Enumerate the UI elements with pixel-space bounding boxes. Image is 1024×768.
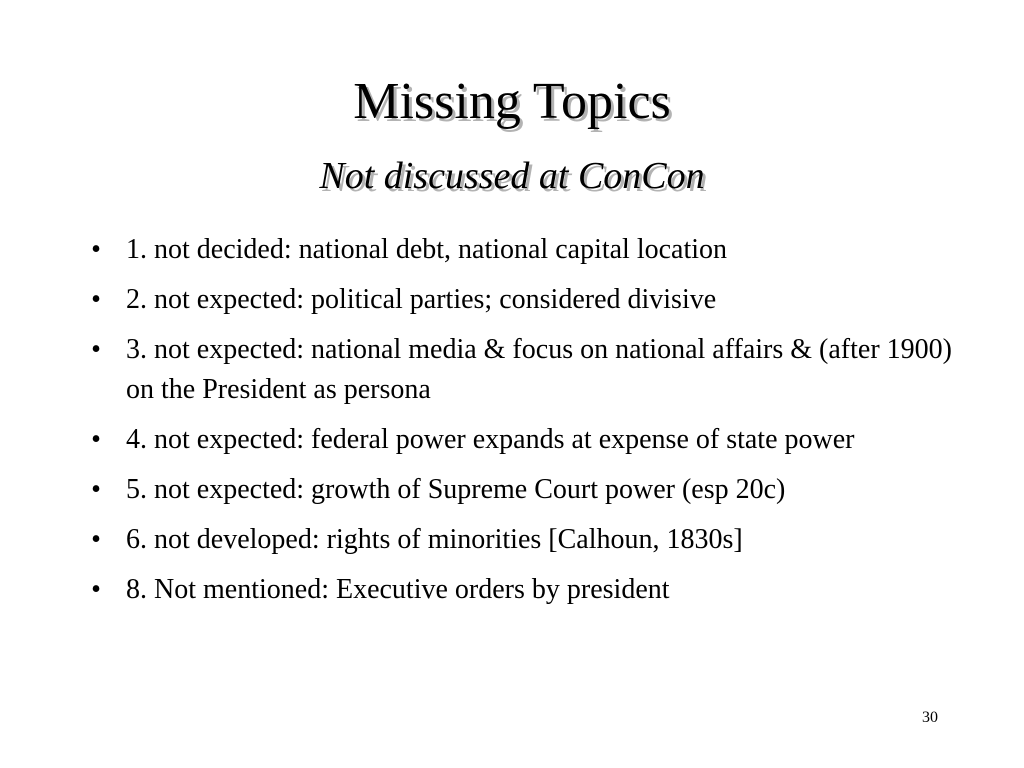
bullet-item-3 (86, 330, 956, 410)
bullet-list (86, 230, 956, 620)
bullet-text: 6. not developed: rights of minorities [Calhoun, 1830s] (126, 524, 743, 555)
bullet-item-5 (86, 470, 956, 510)
bullet-text: 5. not expected: growth of Supreme Court power (esp 20c) (126, 474, 786, 505)
bullet-text: 8. Not mentioned: Executive orders by president (126, 574, 670, 605)
bullet-item-2 (86, 280, 956, 320)
bullet-point-icon: • (91, 284, 101, 315)
bullet-text: 4. not expected: federal power expands at expense of state power (126, 424, 855, 455)
bullet-text: 1. not decided: national debt, national capital location (126, 234, 728, 265)
bullet-point-icon: • (91, 424, 101, 455)
bullet-text: 3. not expected: national media & focus on national affairs & (after 1900) on the President as persona (126, 334, 952, 405)
page-number: 30 (922, 709, 938, 726)
bullet-item-1 (86, 230, 956, 270)
bullet-point-icon: • (91, 234, 101, 265)
bullet-point-icon: • (91, 334, 101, 365)
slide-subtitle: Not discussed at ConCon (319, 155, 705, 197)
bullet-item-6 (86, 520, 956, 560)
bullet-point-icon: • (91, 574, 101, 605)
bullet-text: 2. not expected: political parties; considered divisive (126, 284, 717, 315)
bullet-item-4 (86, 420, 956, 460)
bullet-point-icon: • (91, 474, 101, 505)
bullet-point-icon: • (91, 524, 101, 555)
slide-title: Missing Topics (353, 73, 671, 130)
bullet-item-7 (86, 570, 956, 610)
